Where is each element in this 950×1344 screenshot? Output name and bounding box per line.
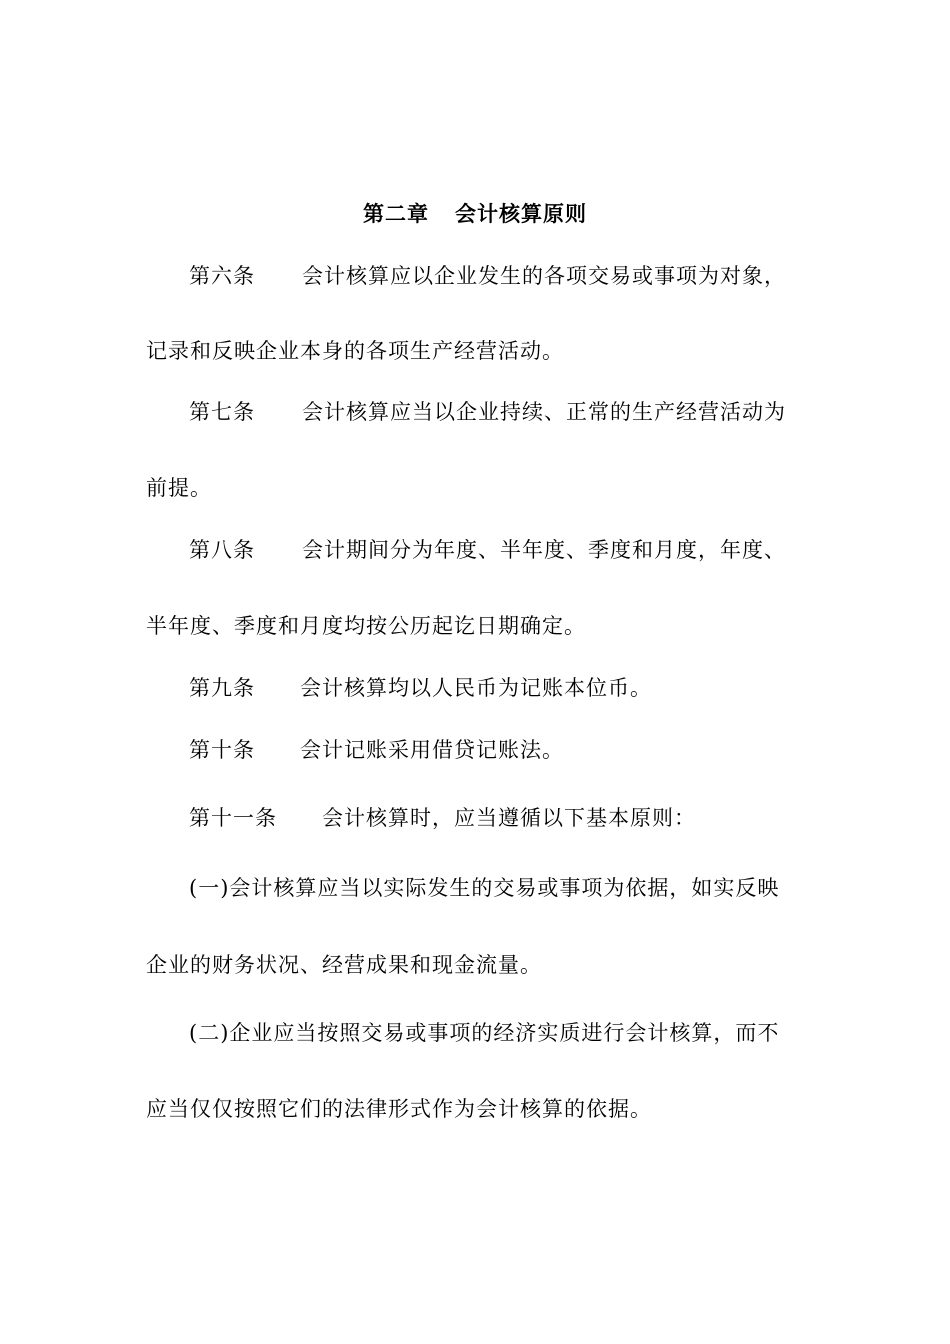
article-6-label: 第六条 <box>189 264 255 288</box>
item-2-line-2: 应当仅仅按照它们的法律形式作为会计核算的依据。 <box>146 1097 652 1121</box>
article-6-line-1 <box>189 262 786 290</box>
chapter-number: 第二章 <box>363 201 429 226</box>
article-9-line-1 <box>189 674 652 702</box>
article-11-label: 第十一条 <box>189 806 277 830</box>
article-6-line-2: 记录和反映企业本身的各项生产经营活动。 <box>146 339 564 363</box>
article-10-label: 第十条 <box>189 738 255 762</box>
item-1-line-1 <box>189 874 779 902</box>
article-7-text: 会计核算应当以企业持续、正常的生产经营活动为 <box>302 400 786 424</box>
article-9-label: 第九条 <box>189 676 255 700</box>
chapter-title: 会计核算原则 <box>455 201 587 226</box>
article-8-text: 会计期间分为年度、半年度、季度和月度，年度、 <box>302 538 786 562</box>
item-1-text: 会计核算应当以实际发生的交易或事项为依据，如实反映 <box>229 876 780 900</box>
article-6-text: 会计核算应以企业发生的各项交易或事项为对象， <box>302 264 786 288</box>
chapter-heading <box>0 200 950 228</box>
article-10-text: 会计记账采用借贷记账法。 <box>300 738 564 762</box>
article-7-line-1 <box>189 398 786 426</box>
article-10-line-1 <box>189 736 564 764</box>
article-11-line-1 <box>189 804 696 832</box>
item-2-label: (二) <box>189 1021 230 1045</box>
article-7-line-2: 前提。 <box>146 476 212 500</box>
article-7-label: 第七条 <box>189 400 255 424</box>
item-1-line-2: 企业的财务状况、经营成果和现金流量。 <box>146 953 542 977</box>
item-1-label: (一) <box>189 876 230 900</box>
item-2-text: 企业应当按照交易或事项的经济实质进行会计核算，而不 <box>229 1021 780 1045</box>
article-8-line-2: 半年度、季度和月度均按公历起讫日期确定。 <box>146 614 586 638</box>
article-8-line-1 <box>189 536 786 564</box>
article-8-label: 第八条 <box>189 538 255 562</box>
article-11-text: 会计核算时，应当遵循以下基本原则： <box>322 806 696 830</box>
item-2-line-1 <box>189 1019 779 1047</box>
article-9-text: 会计核算均以人民币为记账本位币。 <box>300 676 652 700</box>
